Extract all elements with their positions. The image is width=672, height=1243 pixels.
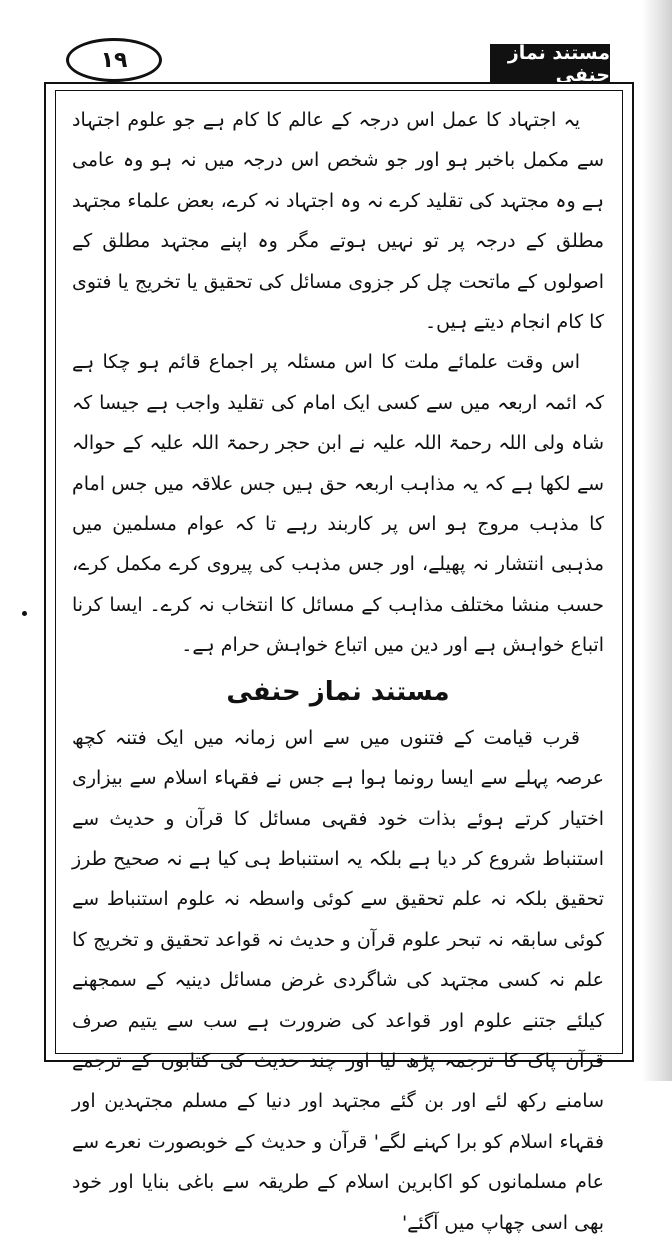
section-heading: مستند نماز حنفی xyxy=(226,676,450,707)
page-number: ۱۹ xyxy=(66,38,162,82)
running-header-title: مستند نماز حنفی xyxy=(490,44,610,84)
paragraph-fitna: قرب قیامت کے فتنوں میں سے اس زمانہ میں ایک فتنہ کچھ عرصہ پہلے سے ایسا رونما ہوا ہے جس نے فقہاء اسلام سے بیزاری اختیار کرتے ہوئے بذات خود فقہی مسائل کا قرآن و حدیث سے استنباط شروع کر دیا ہے بلکہ یہ استنباط ہی کیا ہے نہ صحیح طرز تحقیق بلکہ نہ علم تحقیق سے کوئی واسطہ نہ علوم استنباط سے کوئی سابقہ نہ تبحر علوم قرآن و حدیث نہ قواعد تحقیق و تخریج کا علم نہ کسی مجتہد کی شاگردی غرض مسائل دینیہ کے سمجھنے کیلئے جتنے علوم اور قواعد کی ضرورت ہے سب سے یتیم صرف قرآن پاک کا ترجمہ پڑھ لیا اور چند حدیث کی کتابوں کے ترجمے سامنے رکھ لئے اور بن گئے مجتہد اور دنیا کے مسلم مجتہدین اور فقہاء اسلام کو برا کہنے لگے' قرآن و حدیث کے خوبصورت نعرے سے عام مسلمانوں کو اکابرین اسلام کے طریقہ سے باغی بنایا اور خود بھی اسی چھاپ میں آگئے' xyxy=(72,726,604,1234)
stray-mark xyxy=(22,611,27,616)
page-body xyxy=(72,100,604,1243)
paragraph-ijtihad: یہ اجتہاد کا عمل اس درجہ کے عالم کا کام ہے جو علوم اجتہاد سے مکمل باخبر ہو اور جو شخص اس درجہ میں نہ ہو وہ عامی ہے وہ مجتہد کی تقلید کرے نہ وہ اجتہاد نہ کرے، بعض علماء مجتہد مطلق کے درجہ پر تو نہیں ہوتے مگر وہ اپنے مجتہد مطلق کے اصولوں کے ماتحت چل کر جزوی مسائل کی تحقیق یا تخریج یا فتوی کا کام انجام دیتے ہیں۔ xyxy=(72,109,604,334)
page-edge-shadow xyxy=(642,0,672,1081)
paragraph-taqleed: اس وقت علمائے ملت کا اس مسئلہ پر اجماع قائم ہو چکا ہے کہ ائمہ اربعہ میں سے کسی ایک امام کی تقلید واجب ہے جیسا کہ شاہ ولی اللہ رحمۃ اللہ علیہ نے ابن حجر رحمۃ اللہ علیہ کے حوالہ سے لکھا ہے کہ یہ مذاہب اربعہ حق ہیں جس علاقہ میں جس امام کا مذہب مروج ہو اس پر کاربند رہے تا کہ عوام مسلمین میں مذہبی انتشار نہ پھیلے، اور جس مذہب کی پیروی کرے مکمل کرے، حسب منشا مختلف مذاہب کے مسائل کا انتخاب نہ کرے۔ ایسا کرنا اتباع خواہش ہے اور دین میں اتباع خواہش حرام ہے۔ xyxy=(72,351,604,657)
